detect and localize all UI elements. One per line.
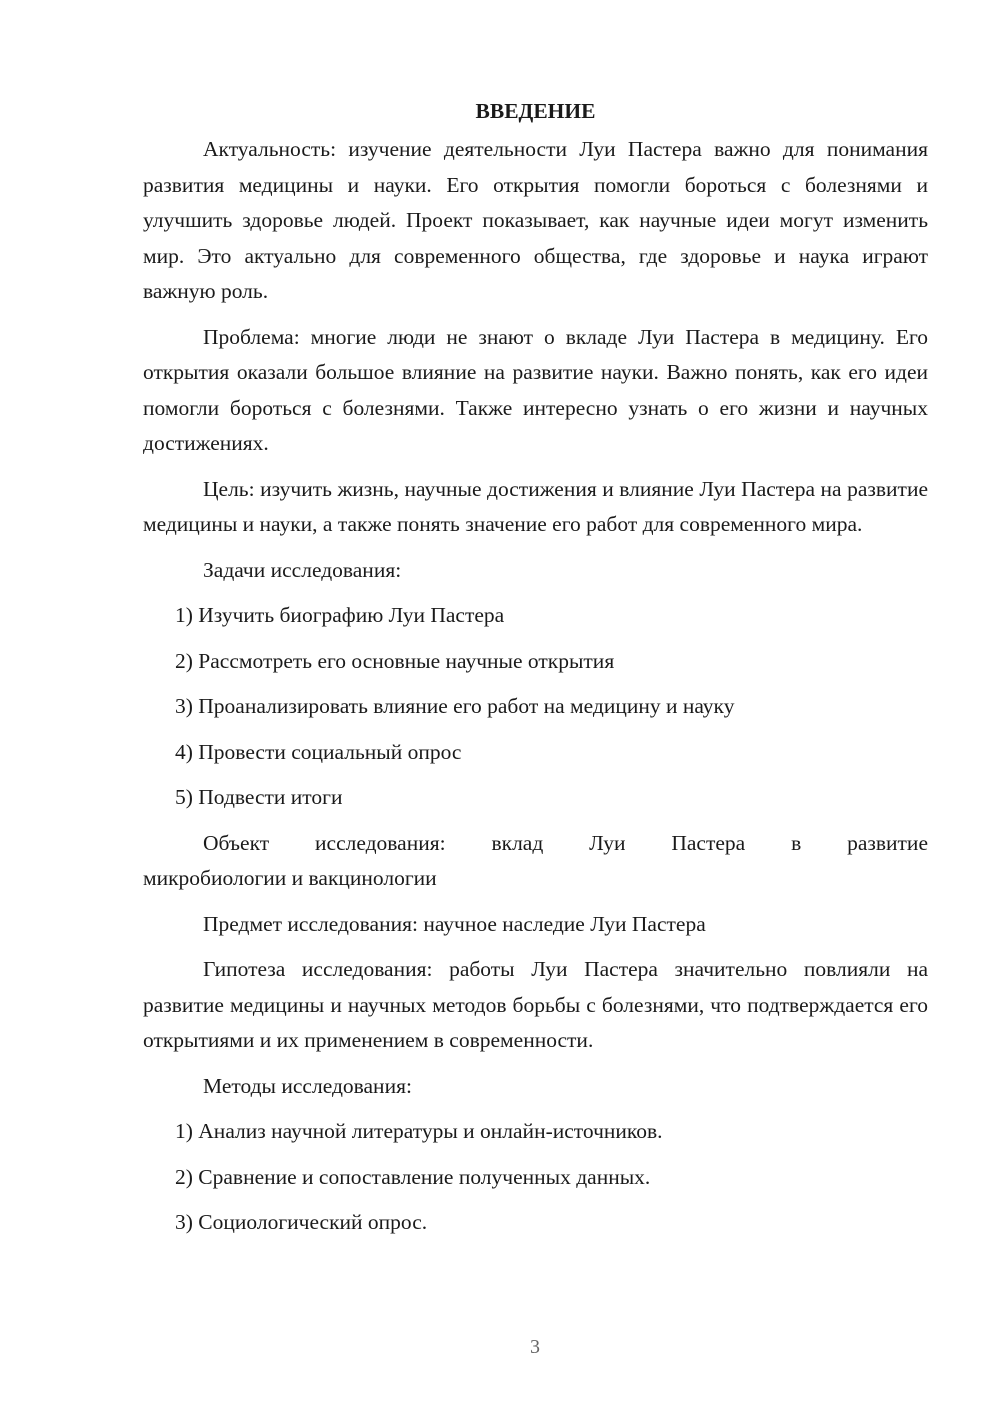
object-word: исследования: xyxy=(315,830,446,855)
object-paragraph-line1 xyxy=(143,826,928,862)
relevance-paragraph: Актуальность: изучение деятельности Луи Пастера важно для понимания развития медицины и науки. Его открытия помогли бороться с болезнями и улучшить здоровье людей. Проект показывает, как научные идеи могут изменить мир. Это актуально для современного общества, где здоровье и наука играют важную роль. xyxy=(143,137,928,303)
page-number: 3 xyxy=(530,1336,540,1358)
list-item: 1) Анализ научной литературы и онлайн-источников. xyxy=(175,1119,663,1143)
problem-paragraph: Проблема: многие люди не знают о вкладе Луи Пастера в медицину. Его открытия оказали большое влияние на развитие науки. Важно понять, как его идеи помогли бороться с болезнями. Также интересно узнать о его жизни и научных достижениях. xyxy=(143,324,928,455)
tasks-list xyxy=(143,598,928,816)
list-item: 5) Подвести итоги xyxy=(175,785,343,809)
object-word: вклад xyxy=(491,830,544,855)
subject-paragraph: Предмет исследования: научное наследие Луи Пастера xyxy=(203,911,706,936)
list-item: 4) Провести социальный опрос xyxy=(175,739,462,764)
object-word: в xyxy=(791,830,802,855)
list-item: 2) Рассмотреть его основные научные открытия xyxy=(175,648,615,673)
goal-paragraph: Цель: изучить жизнь, научные достижения и влияние Луи Пастера на развитие медицины и науки, а также понять значение его работ для современного мира. xyxy=(143,476,928,536)
hypothesis-paragraph: Гипотеза исследования: работы Луи Пастера значительно повлияли на развитие медицины и научных методов борьбы с болезнями, что подтверждается его открытиями и их применением в современности. xyxy=(143,957,928,1052)
object-paragraph-line2: микробиологии и вакцинологии xyxy=(143,866,437,890)
document-page xyxy=(143,96,928,1251)
object-word: Луи xyxy=(589,830,626,855)
methods-heading: Методы исследования: xyxy=(203,1073,412,1098)
object-word: развитие xyxy=(847,830,928,855)
tasks-heading: Задачи исследования: xyxy=(203,557,402,582)
list-item: 2) Сравнение и сопоставление полученных данных. xyxy=(175,1164,651,1189)
methods-list xyxy=(143,1114,928,1241)
list-item: 3) Проанализировать влияние его работ на медицину и науку xyxy=(175,694,735,718)
object-word: Пастера xyxy=(671,830,746,855)
page-title: ВВЕДЕНИЕ xyxy=(475,99,596,123)
object-word: Объект xyxy=(203,830,270,855)
list-item: 3) Социологический опрос. xyxy=(175,1210,428,1234)
list-item: 1) Изучить биографию Луи Пастера xyxy=(175,603,505,627)
